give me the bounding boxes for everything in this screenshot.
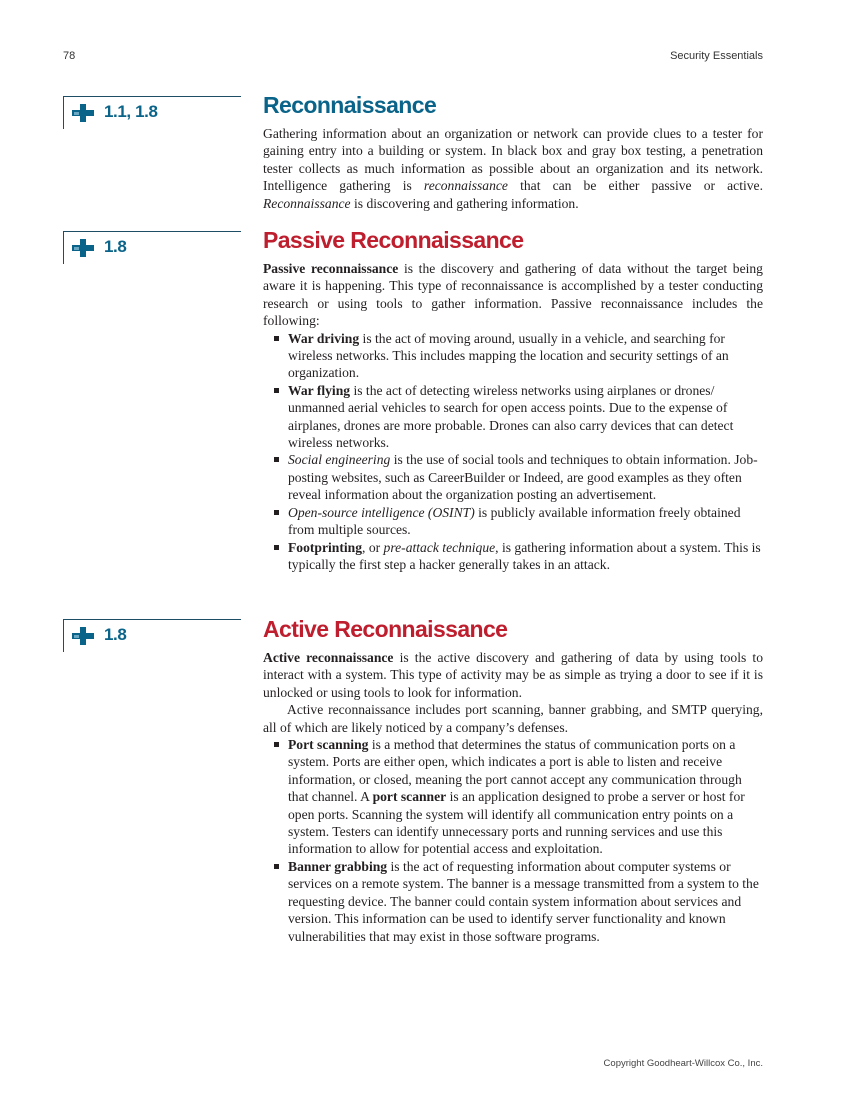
- text-run: is the act of requesting information about computer systems or services on a remote system. The banner is a message transmitted from a system to the requesting device. The banner could contain system information about services and version. This information can be used to identify server functionality and known vulnerabilities that may exist in those software programs.: [288, 858, 759, 944]
- bullet-square-icon: [274, 864, 279, 869]
- bullet-square-icon: [274, 457, 279, 462]
- bullet-list: [263, 736, 763, 945]
- bold-term: War flying: [288, 382, 351, 398]
- body-paragraph: [263, 125, 763, 212]
- text-run: , is gathering information about a system. This is typically the first step a hacker generally takes in an attack.: [288, 539, 761, 572]
- objective-marker: [63, 96, 241, 129]
- italic-term: pre-attack technique: [383, 539, 496, 555]
- italic-term: reconnaissance: [423, 178, 508, 194]
- objective-label: 1.8: [104, 625, 127, 644]
- list-item: [263, 330, 763, 382]
- text-run: is an application designed to probe a server or host for open ports. Scanning the system will identify all communication entry points on a system. Testers can identify unnecessary ports and running services and use this information to allow for potential access and exploitation.: [288, 789, 745, 857]
- bullet-square-icon: [274, 336, 279, 341]
- text-run: is discovering and gathering information.: [350, 195, 579, 211]
- bullet-square-icon: [274, 742, 279, 747]
- text-run: , or: [362, 539, 384, 555]
- section-passive-reconnaissance: [263, 226, 763, 573]
- bold-term: Passive reconnaissance: [263, 261, 399, 276]
- plus-objective-icon: [72, 627, 94, 645]
- text-run: is the discovery and gathering of data without the target being aware it is happening. This type of reconnaissance is accomplished by a tester conducting research or using tools to gather information. Passive reconnaissance includes the following:: [263, 261, 763, 329]
- bold-term: port scanner: [372, 789, 447, 805]
- page-number: 78: [63, 50, 76, 62]
- bold-term: Active reconnaissance: [263, 650, 394, 665]
- bold-term: Port scanning: [288, 737, 369, 753]
- objective-marker: [63, 231, 241, 264]
- bold-term: War driving: [288, 330, 360, 346]
- bullet-square-icon: [274, 388, 279, 393]
- section-heading: Active Reconnaissance: [263, 616, 508, 642]
- bullet-list: [263, 330, 763, 574]
- list-item: [263, 736, 763, 858]
- text-run: that can be either passive or active.: [507, 178, 763, 194]
- text-run: is the active discovery and gathering of data by using tools to interact with a system. This type of activity may be as simple as trying a door to see if it is unlocked or using tools to look for information.: [263, 650, 763, 700]
- section-heading: Reconnaissance: [263, 92, 437, 118]
- plus-objective-icon: [72, 104, 94, 122]
- copyright-footer: Copyright Goodheart-Willcox Co., Inc.: [603, 1058, 763, 1069]
- text-run: is publicly available information freely obtained from multiple sources.: [288, 504, 741, 538]
- bold-term: Footprinting: [288, 539, 363, 555]
- text-run: is the use of social tools and techniques to obtain information. Job-posting websites, such as CareerBuilder or Indeed, are good examples as they often reveal information about the organization posting an advertisement.: [288, 452, 758, 503]
- body-paragraph: [263, 260, 763, 330]
- plus-objective-icon: [72, 239, 94, 257]
- text-run: is the act of moving around, usually in a vehicle, and searching for wireless networks. This includes mapping the location and security settings of an organization.: [288, 330, 729, 381]
- text-run: is a method that determines the status of communication ports on a system. Ports are either open, which indicates a port is able to listen and receive information, or closed, meaning the port cannot accept any communication through that channel. A: [288, 737, 742, 805]
- text-run: Active reconnaissance includes port scanning, banner grabbing, and SMTP querying, all of which are likely noticed by a company’s defenses.: [263, 702, 763, 735]
- section-active-reconnaissance: [263, 615, 763, 945]
- italic-term: Social engineering: [288, 452, 391, 468]
- objective-marker: [63, 619, 241, 652]
- italic-term: Reconnaissance: [263, 195, 351, 211]
- objective-label: 1.8: [104, 237, 127, 256]
- body-paragraph: [263, 649, 763, 701]
- objective-label: 1.1, 1.8: [104, 102, 158, 121]
- italic-term: Open-source intelligence (OSINT): [288, 504, 475, 520]
- body-paragraph: [263, 701, 763, 736]
- section-heading: Passive Reconnaissance: [263, 227, 524, 253]
- bullet-square-icon: [274, 545, 279, 550]
- list-item: [263, 504, 763, 539]
- list-item: [263, 451, 763, 503]
- list-item: [263, 539, 763, 574]
- text-run: is the act of detecting wireless networks using airplanes or drones/ unmanned aerial vehicles to search for open access points. Due to the expense of airplanes, drones are more probable. Drones can also carry devices that can detect wireless networks.: [288, 382, 734, 451]
- list-item: [263, 858, 763, 945]
- bold-term: Banner grabbing: [288, 858, 388, 874]
- list-item: [263, 382, 763, 452]
- section-reconnaissance: [263, 91, 763, 212]
- bullet-square-icon: [274, 510, 279, 515]
- running-header-title: Security Essentials: [670, 50, 763, 62]
- text-run: Gathering information about an organization or network can provide clues to a tester for gaining entry into a building or system. In black box and gray box testing, a penetration tester collects as much information as possible about an organization and its network. Intelligence gathering is: [263, 126, 763, 194]
